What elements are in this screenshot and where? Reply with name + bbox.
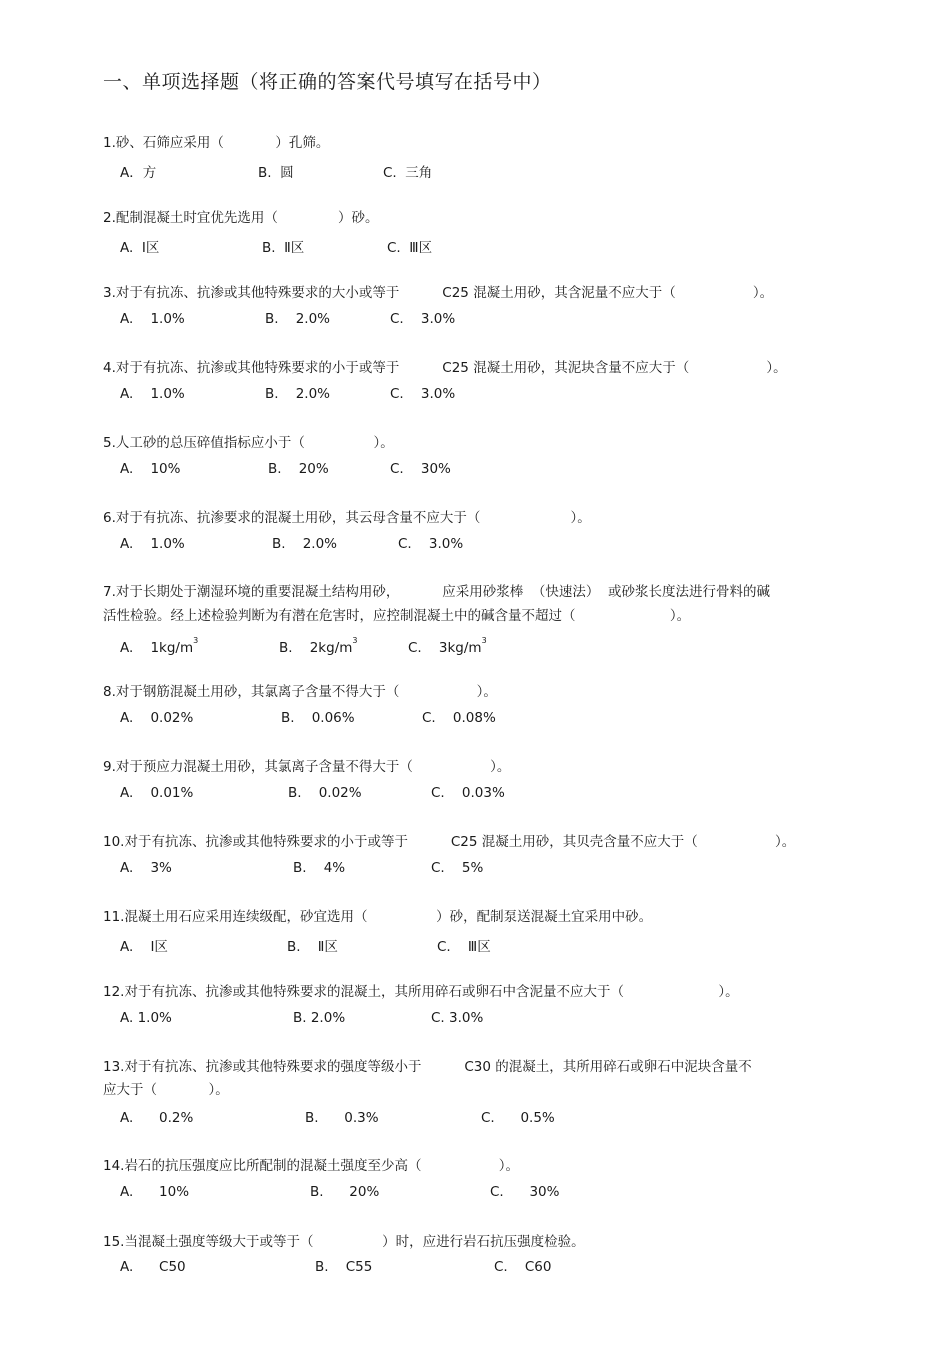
question-stem: 11.混凝土用石应采用连续级配，砂宜选用（ ）砂，配制泵送混凝土宜采用中砂。 <box>103 909 653 925</box>
question-stem: 15.当混凝土强度等级大于或等于（ ）时，应进行岩石抗压强度检验。 <box>103 1234 585 1250</box>
option-b: B. 4% <box>293 860 346 876</box>
option-b: B. 0.06% <box>281 710 355 726</box>
superscript: 3 <box>481 636 487 645</box>
option-c: C. 0.03% <box>431 785 505 801</box>
question-stem: 5.人工砂的总压碎值指标应小于（ ）。 <box>103 435 394 451</box>
question-stem-line-2: 活性检验。经上述检验判断为有潜在危害时，应控制混凝土中的碱含量不超过（ ）。 <box>103 608 691 624</box>
option-c: C. Ⅲ区 <box>387 240 433 256</box>
question-stem: 14.岩石的抗压强度应比所配制的混凝土强度至少高（ ）。 <box>103 1158 519 1174</box>
option-c: C. 30% <box>490 1184 560 1200</box>
option-b: B. $2kg/m^3$ <box>279 636 358 656</box>
option-b: B. 0.02% <box>288 785 362 801</box>
option-b: B. 20% <box>268 461 329 477</box>
option-b: B. Ⅱ区 <box>262 240 305 256</box>
option-a: A. 1.0% <box>120 1010 172 1026</box>
question-stem: 3.对于有抗冻、抗渗或其他特殊要求的大小或等于 C25 混凝土用砂，其含泥量不应大于（ ）。 <box>103 285 774 301</box>
option-b: B. 0.3% <box>305 1110 379 1126</box>
option-b: B. Ⅱ区 <box>287 939 338 955</box>
option-a: A. $1kg/m^3$ <box>120 636 199 656</box>
superscript: 3 <box>352 636 358 645</box>
option-b: B. 2.0% <box>265 386 331 402</box>
option-c: C. 3.0% <box>398 536 464 552</box>
question-stem-line-1: 13.对于有抗冻、抗渗或其他特殊要求的强度等级小于 C30 的混凝土，其所用碎石或卵石中泥块含量不 <box>103 1059 752 1075</box>
option-c: C. 5% <box>431 860 484 876</box>
question-stem: 1.砂、石筛应采用（ ）孔筛。 <box>103 135 330 151</box>
option-c: C. 三角 <box>383 165 433 181</box>
question-stem: 6.对于有抗冻、抗渗要求的混凝土用砂，其云母含量不应大于（ ）。 <box>103 510 591 526</box>
option-c: C. 0.08% <box>422 710 496 726</box>
option-a: A. Ⅰ区 <box>120 240 160 256</box>
option-a: A. 0.02% <box>120 710 194 726</box>
option-b: B. 20% <box>310 1184 380 1200</box>
option-c: C. Ⅲ区 <box>437 939 491 955</box>
option-c: C. 3.0% <box>431 1010 484 1026</box>
option-a: A. 10% <box>120 1184 190 1200</box>
question-stem: 2.配制混凝土时宜优先选用（ ）砂。 <box>103 210 379 226</box>
option-b: B. 2.0% <box>272 536 338 552</box>
question-stem-line-2: 应大于（ ）。 <box>103 1082 229 1098</box>
option-c: C. $3kg/m^3$ <box>408 636 487 656</box>
option-a: A. Ⅰ区 <box>120 939 168 955</box>
option-c: C. 0.5% <box>481 1110 555 1126</box>
option-a: A．方 <box>120 165 157 181</box>
option-a: A. 1.0% <box>120 536 185 552</box>
option-b: B. 圆 <box>258 165 294 181</box>
option-b: B. 2.0% <box>265 311 331 327</box>
option-a: A. 0.2% <box>120 1110 194 1126</box>
superscript: 3 <box>193 636 199 645</box>
option-b: B. C55 <box>315 1259 373 1275</box>
question-stem: 10.对于有抗冻、抗渗或其他特殊要求的小于或等于 C25 混凝土用砂，其贝壳含量不应大于（ ）。 <box>103 834 796 850</box>
option-a: A. 10% <box>120 461 181 477</box>
option-a: A. 3% <box>120 860 172 876</box>
option-c: C. 30% <box>390 461 451 477</box>
section-heading: 一、单项选择题（将正确的答案代号填写在括号中） <box>103 71 552 93</box>
question-stem-line-1: 7.对于长期处于潮湿环境的重要混凝土结构用砂， 应采用砂浆棒 （快速法） 或砂浆长度法进行骨料的碱 <box>103 584 770 600</box>
option-a: A. C50 <box>120 1259 186 1275</box>
option-a: A. 0.01% <box>120 785 194 801</box>
option-b: B. 2.0% <box>293 1010 346 1026</box>
option-c: C. 3.0% <box>390 311 456 327</box>
option-a: A. 1.0% <box>120 311 185 327</box>
question-stem: 4.对于有抗冻、抗渗或其他特殊要求的小于或等于 C25 混凝土用砂，其泥块含量不应大于（ ）。 <box>103 360 787 376</box>
option-a: A. 1.0% <box>120 386 185 402</box>
question-stem: 8.对于钢筋混凝土用砂，其氯离子含量不得大于（ ）。 <box>103 684 497 700</box>
option-c: C. 3.0% <box>390 386 456 402</box>
question-stem: 9.对于预应力混凝土用砂，其氯离子含量不得大于（ ）。 <box>103 759 511 775</box>
option-c: C. C60 <box>494 1259 552 1275</box>
question-stem: 12.对于有抗冻、抗渗或其他特殊要求的混凝土，其所用碎石或卵石中含泥量不应大于（ ）。 <box>103 984 739 1000</box>
